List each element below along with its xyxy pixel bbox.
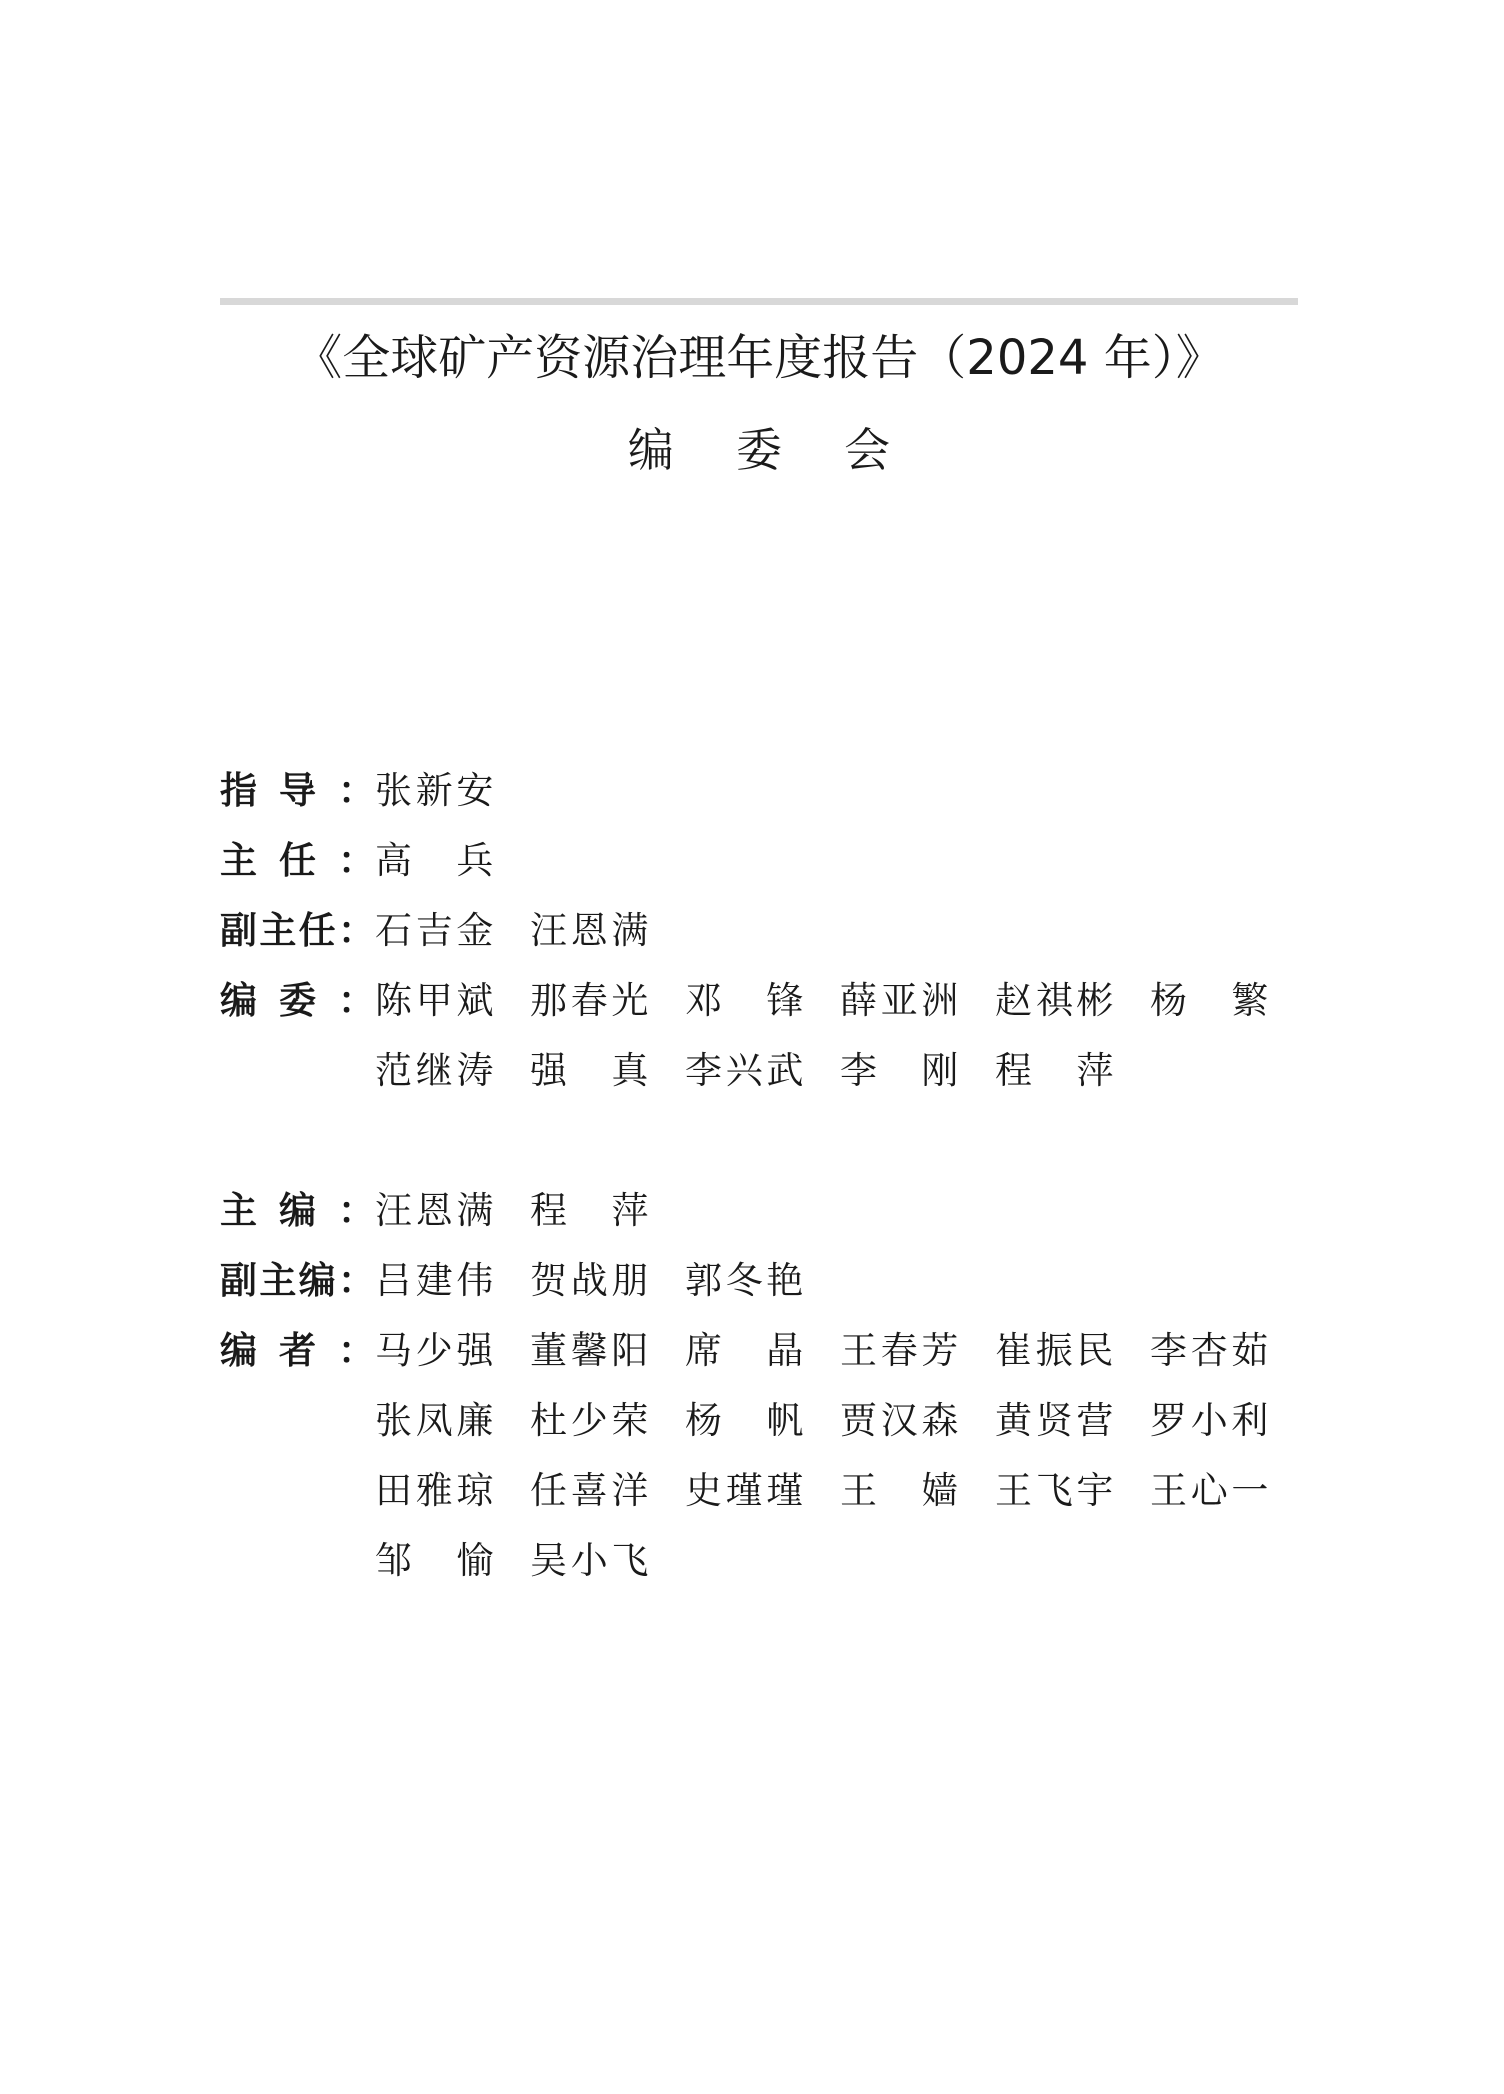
person-name: 贺战朋 bbox=[530, 1259, 653, 1302]
role-label bbox=[220, 826, 375, 896]
person-name: 程 萍 bbox=[995, 1049, 1118, 1092]
role-label bbox=[220, 756, 375, 826]
role-colon: ： bbox=[338, 769, 375, 812]
role-label bbox=[220, 896, 375, 966]
name-list bbox=[375, 1176, 1375, 1246]
role-colon: ： bbox=[337, 1259, 375, 1302]
name-list bbox=[375, 756, 1375, 826]
leadership-section bbox=[220, 756, 1375, 1106]
role-row bbox=[220, 896, 1375, 966]
role-row bbox=[220, 1246, 1375, 1316]
person-name: 董馨阳 bbox=[530, 1329, 653, 1372]
name-list bbox=[375, 1246, 1375, 1316]
top-rule bbox=[220, 298, 1298, 305]
role-label-char: 主 bbox=[259, 909, 297, 952]
report-title: 《全球矿产资源治理年度报告（2024 年）》 bbox=[294, 330, 1224, 386]
person-name: 李 刚 bbox=[840, 1049, 963, 1092]
name-list bbox=[375, 1316, 1375, 1596]
role-row bbox=[220, 826, 1375, 896]
person-name: 崔振民 bbox=[995, 1329, 1118, 1372]
role-row bbox=[220, 1316, 1375, 1596]
person-name: 薛亚洲 bbox=[840, 979, 963, 1022]
person-name: 任喜洋 bbox=[530, 1469, 653, 1512]
person-name: 王 嫱 bbox=[840, 1469, 963, 1512]
person-name: 李兴武 bbox=[685, 1049, 808, 1092]
person-name: 邹 愉 bbox=[375, 1539, 498, 1582]
editors-section bbox=[220, 1176, 1375, 1596]
person-name: 马少强 bbox=[375, 1329, 498, 1372]
person-name: 汪恩满 bbox=[530, 909, 653, 952]
person-name: 黄贤营 bbox=[995, 1399, 1118, 1442]
person-name: 王心一 bbox=[1150, 1469, 1273, 1512]
person-name: 杜少荣 bbox=[530, 1399, 653, 1442]
person-name: 郭冬艳 bbox=[685, 1259, 808, 1302]
role-label bbox=[220, 1176, 375, 1246]
committee-heading: 编委会 bbox=[627, 423, 953, 477]
person-name: 吴小飞 bbox=[530, 1539, 653, 1582]
role-label-char: 主 bbox=[220, 1189, 257, 1232]
person-name: 杨 繁 bbox=[1150, 979, 1273, 1022]
person-name: 邓 锋 bbox=[685, 979, 808, 1022]
role-colon: ： bbox=[338, 1189, 375, 1232]
role-label bbox=[220, 1316, 375, 1386]
person-name: 王飞宇 bbox=[995, 1469, 1118, 1512]
person-name: 张新安 bbox=[375, 769, 498, 812]
person-name: 席 晶 bbox=[685, 1329, 808, 1372]
person-name: 高 兵 bbox=[375, 839, 498, 882]
name-list bbox=[375, 896, 1375, 966]
role-label-char: 导 bbox=[279, 769, 316, 812]
role-label-char: 主 bbox=[220, 839, 257, 882]
person-name: 强 真 bbox=[530, 1049, 653, 1092]
name-list bbox=[375, 826, 1375, 896]
person-name: 史瑾瑾 bbox=[685, 1469, 808, 1512]
role-label-char: 主 bbox=[259, 1259, 297, 1302]
role-colon: ： bbox=[337, 909, 375, 952]
person-name: 程 萍 bbox=[530, 1189, 653, 1232]
person-name: 赵祺彬 bbox=[995, 979, 1118, 1022]
role-row bbox=[220, 756, 1375, 826]
person-name: 石吉金 bbox=[375, 909, 498, 952]
person-name: 李杏茹 bbox=[1150, 1329, 1273, 1372]
person-name: 那春光 bbox=[530, 979, 653, 1022]
person-name: 汪恩满 bbox=[375, 1189, 498, 1232]
role-label-char: 副 bbox=[220, 1259, 257, 1302]
role-colon: ： bbox=[338, 979, 375, 1022]
role-label bbox=[220, 966, 375, 1036]
person-name: 范继涛 bbox=[375, 1049, 498, 1092]
person-name: 杨 帆 bbox=[685, 1399, 808, 1442]
person-name: 王春芳 bbox=[840, 1329, 963, 1372]
role-label-char: 委 bbox=[279, 979, 316, 1022]
role-label-char: 指 bbox=[220, 769, 257, 812]
role-label-char: 任 bbox=[279, 839, 316, 882]
role-label-char: 编 bbox=[220, 1329, 257, 1372]
role-label-char: 编 bbox=[220, 979, 257, 1022]
name-list bbox=[375, 966, 1375, 1106]
person-name: 罗小利 bbox=[1150, 1399, 1273, 1442]
role-row bbox=[220, 1176, 1375, 1246]
role-label-char: 者 bbox=[279, 1329, 316, 1372]
role-label-char: 任 bbox=[298, 909, 336, 952]
person-name: 张凤廉 bbox=[375, 1399, 498, 1442]
role-label bbox=[220, 1246, 375, 1316]
person-name: 贾汉森 bbox=[840, 1399, 963, 1442]
role-label-char: 编 bbox=[298, 1259, 336, 1302]
role-row bbox=[220, 966, 1375, 1106]
role-label-char: 副 bbox=[220, 909, 257, 952]
person-name: 田雅琼 bbox=[375, 1469, 498, 1512]
role-colon: ： bbox=[338, 839, 375, 882]
person-name: 陈甲斌 bbox=[375, 979, 498, 1022]
role-label-char: 编 bbox=[279, 1189, 316, 1232]
person-name: 吕建伟 bbox=[375, 1259, 498, 1302]
role-colon: ： bbox=[338, 1329, 375, 1372]
